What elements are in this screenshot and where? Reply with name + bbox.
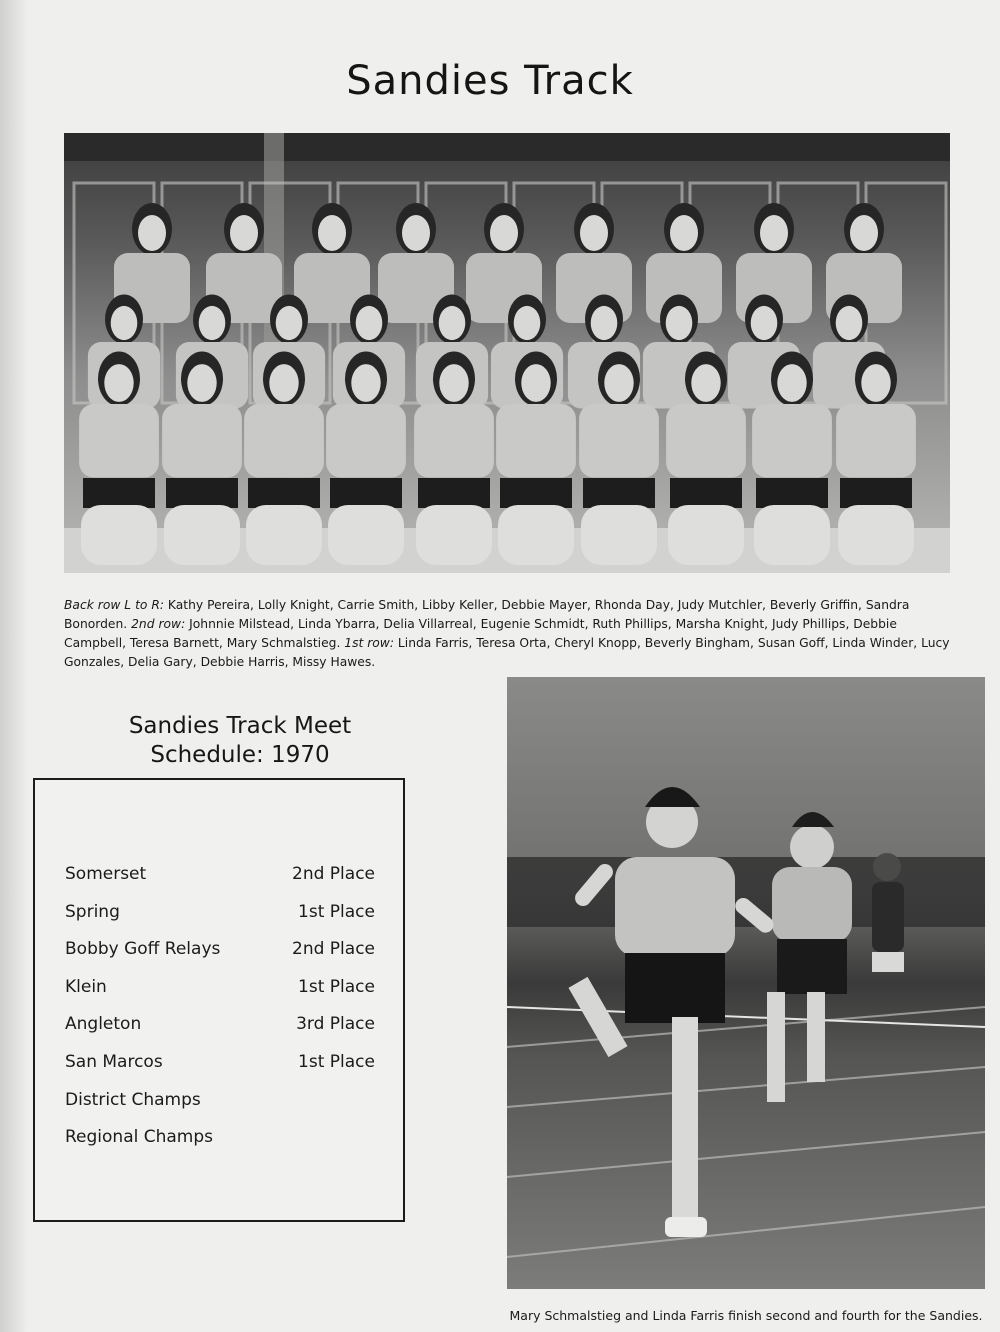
schedule-result: 2nd Place: [292, 939, 375, 960]
schedule-event: Angleton: [65, 1014, 142, 1035]
schedule-result: 1st Place: [298, 976, 375, 997]
schedule-event: Somerset: [65, 864, 147, 884]
caption-row-label: 1st row:: [344, 636, 398, 650]
schedule-title: [70, 712, 410, 770]
schedule-event: San Marcos: [65, 1052, 163, 1072]
caption-row-label: Back row L to R:: [64, 598, 168, 612]
schedule-title-line2: Schedule: 1970: [150, 742, 330, 768]
caption-names: Kathy Pereira, Lolly Knight, Carrie Smith, Libby Keller, Debbie Mayer, Rhonda Day, Judy Mutchler, Beverly Griffin, Sandra Bonorden.: [64, 598, 910, 631]
schedule-event: Bobby Goff Relays: [65, 939, 221, 960]
action-finish-photo: [507, 677, 985, 1289]
schedule-row: [35, 898, 403, 928]
schedule-row: [35, 1086, 403, 1116]
schedule-result: 3rd Place: [296, 1014, 375, 1035]
schedule-row: [35, 935, 403, 965]
caption-names: Linda Farris, Teresa Orta, Cheryl Knopp, Beverly Bingham, Susan Goff, Linda Winder, Lucy Gonzales, Delia Gary, Debbie Harris, Missy Hawes.: [64, 636, 950, 669]
schedule-event: Klein: [65, 976, 107, 997]
page-binding-shadow: [0, 0, 28, 1332]
caption-names: Johnnie Milstead, Linda Ybarra, Delia Villarreal, Eugenie Schmidt, Ruth Phillips, Marsha Knight, Judy Phillips, Debbie Campbell, Teresa Barnett, Mary Schmalstieg.: [64, 617, 897, 650]
schedule-row: [35, 1048, 403, 1078]
schedule-event: Regional Champs: [65, 1127, 214, 1148]
schedule-event: District Champs: [65, 1089, 201, 1110]
action-photo-caption: Mary Schmalstieg and Linda Farris finish second and fourth for the Sandies.: [509, 1308, 983, 1323]
schedule-row: [35, 1010, 403, 1040]
page-title: Sandies Track: [346, 58, 634, 104]
schedule-result: 1st Place: [298, 1052, 375, 1072]
schedule-box: [33, 778, 405, 1222]
schedule-title-line1: Sandies Track Meet: [128, 713, 352, 739]
schedule-event: Spring: [65, 901, 120, 922]
schedule-row: [35, 973, 403, 1003]
schedule-result: 1st Place: [298, 901, 375, 922]
schedule-row: [35, 860, 403, 890]
caption-row-label: 2nd row:: [131, 617, 190, 631]
team-photo-caption: [64, 596, 952, 672]
schedule-row: [35, 1123, 403, 1153]
schedule-result: 2nd Place: [292, 864, 375, 884]
team-group-photo: [64, 133, 950, 573]
